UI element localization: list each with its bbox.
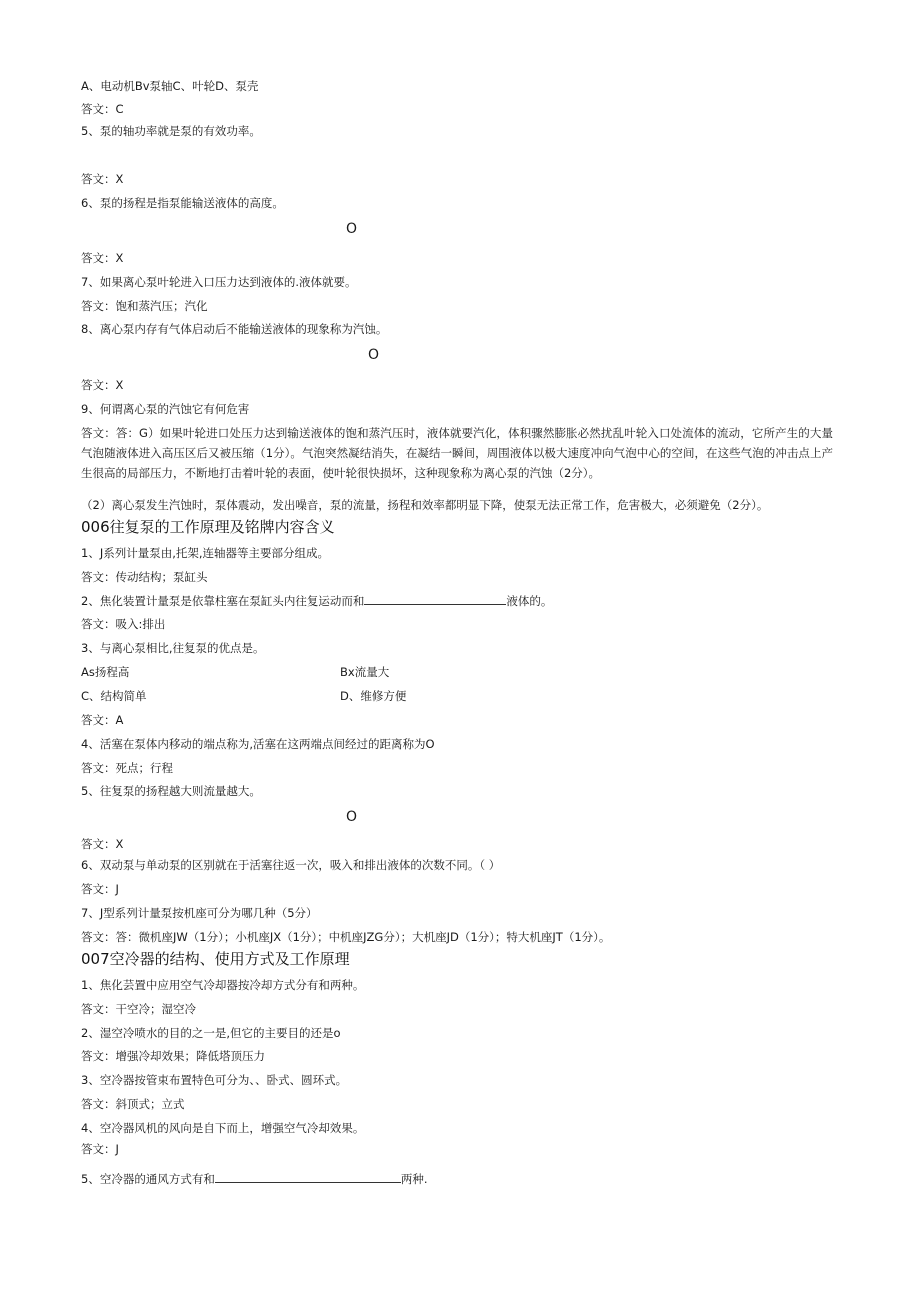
- section-heading: 007空冷器的结构、使用方式及工作原理: [81, 950, 350, 968]
- question-line: 3、与离心泵相比,往复泵的优点是。: [81, 641, 265, 655]
- question-line: 7、J型系列计量泵按机座可分为哪几种（5分）: [81, 906, 318, 920]
- answer-line: 答文：J: [81, 882, 119, 896]
- answer-line: 答文：X: [81, 837, 124, 851]
- question-line: 3、空冷器按管束布置特色可分为、、卧式、圆环式。: [81, 1073, 348, 1087]
- question-text: 两种.: [400, 1172, 428, 1186]
- answer-line: 答文：答：微机座JW（1分）；小机座JX（1分）；中机座JZG分）；大机座JD（1分）；特大机座JT（1分）。: [81, 930, 611, 944]
- question-line: [81, 594, 552, 608]
- question-line: 9、何谓离心泵的汽蚀它有何危害: [81, 402, 250, 416]
- answer-line: 答文：J: [81, 1142, 119, 1156]
- question-line: 8、离心泵内存有气体启动后不能输送液体的现象称为汽蚀。: [81, 322, 388, 336]
- blank-marker: O: [368, 347, 380, 363]
- question-line: 7、如果离心泵叶轮进入口压力达到液体的.液体就要。: [81, 275, 357, 289]
- question-line: [81, 1172, 427, 1186]
- blank-marker: O: [346, 221, 358, 237]
- answer-line: 答文：斜顶式；立式: [81, 1097, 185, 1111]
- question-line: 6、双动泵与单动泵的区别就在于活塞往返一次，吸入和排出液体的次数不同。（ ）: [81, 858, 501, 872]
- answer-line: 答文：X: [81, 172, 124, 186]
- answer-line: 答文：干空冷；湿空冷: [81, 1002, 196, 1016]
- question-line: 1、焦化芸置中应用空气冷却器按冷却方式分有和两种。: [81, 978, 365, 992]
- question-line: 5、泵的轴功率就是泵的有效功率。: [81, 124, 261, 138]
- option-b: Bx流量大: [340, 665, 390, 679]
- option-d: D、维修方便: [340, 689, 407, 703]
- question-line: 1、J系列计量泵由,托架,连轴器等主要部分组成。: [81, 546, 330, 560]
- answer-line: 答文：X: [81, 251, 124, 265]
- question-options-line: A、电动机Bv泵轴C、叶轮D、泵壳: [81, 79, 259, 93]
- blank-marker: O: [346, 809, 358, 825]
- question-line: 6、泵的扬程是指泵能输送液体的高度。: [81, 196, 284, 210]
- option-a: As扬程高: [81, 665, 130, 679]
- question-text: 液体的。: [506, 594, 553, 608]
- answer-line: 答文：增强冷却效果；降低塔顶压力: [81, 1049, 265, 1063]
- question-line: 2、湿空冷喷水的目的之一是,但它的主要目的还是o: [81, 1026, 341, 1040]
- question-line: 4、空冷器风机的风向是自下而上，增强空气冷却效果。: [81, 1121, 365, 1135]
- answer-line: 答文：传动结构；泵缸头: [81, 570, 208, 584]
- fill-blank: [364, 594, 506, 605]
- answer-line: 答文：X: [81, 378, 124, 392]
- answer-line: 答文：吸入:排出: [81, 617, 166, 631]
- answer-paragraph: 答文：答：G）如果叶轮进口处压力达到输送液体的饱和蒸汽压时，液体就要汽化，体积骤然膨胀必然扰乱叶轮入口处流体的流动，它所产生的大量气泡随液体进入高压区后又被压缩（1分）。气泡突然凝结消失，在凝结一瞬间，周围液体以极大速度冲向气泡中心的空间，在这些气泡的冲击点上产生很高的局部压力，不断地打击着叶轮的表面，使叶轮很快损坏，这种现象称为离心泵的汽蚀（2分）。: [81, 426, 833, 480]
- answer-line: （2）离心泵发生汽蚀时，泵体震动，发出噪音，泵的流量，扬程和效率都明显下降，使泵无法正常工作，危害极大，必须避免（2分）。: [81, 498, 769, 512]
- answer-line: 答文：A: [81, 713, 124, 727]
- question-text: 2、焦化装置计量泵是依靠柱塞在泵缸头内往复运动而和: [81, 594, 365, 608]
- question-line: 5、往复泵的扬程越大则流量越大。: [81, 784, 261, 798]
- section-heading: 006往复泵的工作原理及铭牌内容含义: [81, 518, 335, 536]
- answer-line: 答文：饱和蒸汽压；汽化: [81, 299, 208, 313]
- question-line: 4、活塞在泵体内移动的端点称为,活塞在这两端点间经过的距离称为O: [81, 737, 435, 751]
- question-text: 5、空冷器的通风方式有和: [81, 1172, 215, 1186]
- option-c: C、结构简单: [81, 689, 147, 703]
- answer-line: 答文：C: [81, 102, 124, 116]
- fill-blank: [215, 1172, 401, 1183]
- answer-line: 答文：死点；行程: [81, 761, 173, 775]
